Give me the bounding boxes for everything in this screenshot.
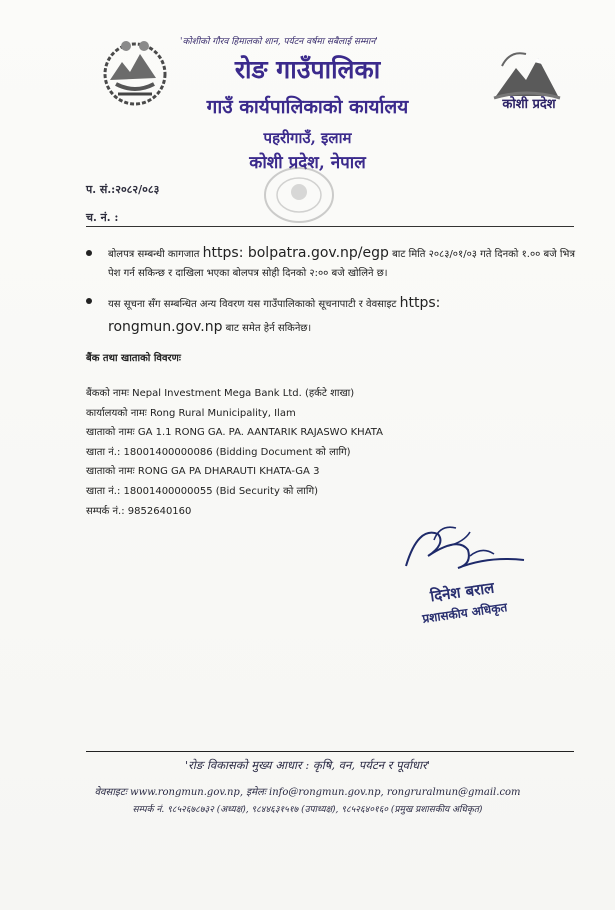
bullet-1-text-pre: बोलपत्र सम्बन्धी कागजात [108, 249, 203, 260]
account-name-line: खाताको नामः RONG GA PA DHARAUTI KHATA-GA 3 [86, 466, 320, 478]
notice-bullet-2 [86, 292, 576, 340]
bullet-dot [86, 298, 92, 304]
account-number-line: खाता नं.: 18001400000055 (Bid Security को लागि) [86, 485, 319, 497]
footer-web-email: वेवसाइटः www.rongmun.gov.np, इमेलः info@rongmun.gov.np, rongruralmun@gmail.com [94, 787, 521, 798]
office-name: रोङ गाउँपालिका [234, 55, 381, 84]
logo-caption: कोशी प्रदेश [502, 97, 556, 112]
header-motto: 'कोशीको गौरव हिमालको शान, पर्यटन वर्षमा सबैलाई सम्मान' [180, 37, 378, 47]
bolpatra-link[interactable]: https: bolpatra.gov.np/egp [202, 245, 389, 261]
office-province: कोशी प्रदेश, नेपाल [249, 153, 366, 173]
footer-slogan: 'रोङ विकासको मुख्य आधार : कृषि, वन, पर्यटन र पूर्वाधार' [185, 758, 430, 772]
account-number-line: खाता नं.: 18001400000086 (Bidding Document को लागि) [86, 446, 351, 458]
bullet-dot [86, 250, 92, 256]
notice-bullet-1 [86, 244, 576, 283]
contact-number-line: सम्पर्क नं.: 9852640160 [86, 505, 192, 517]
account-name-line: खाताको नामः GA 1.1 RONG GA. PA. AANTARIK RAJASWO KHATA [86, 427, 383, 439]
bullet-1-text-post: बाट मिति २०८३/०१/०३ गते दिनको १.०० बजे भित्र पेश गर्न सकिन्छ र दाखिला भएका बोलपत्र सोही दिनको २:०० बजे खोलिने छ। [108, 249, 575, 279]
bank-details-heading: बैंक तथा खाताको विवरणः [86, 353, 181, 364]
website-link[interactable]: rongmun.gov.np [108, 319, 223, 335]
signature-icon [398, 516, 528, 586]
office-name-line: कार्यालयको नामः Rong Rural Municipality, Ilam [86, 407, 296, 419]
bullet-2-text-pre: यस सूचना सँग सम्बन्धित अन्य विवरण यस गाउँपालिकाको सूचनापाटी र वेवसाइट [108, 299, 400, 310]
dispatch-number: च. नं. : [86, 211, 119, 224]
bank-details [86, 384, 383, 521]
reference-number: प. सं.:२०८२/०८३ [86, 183, 160, 196]
website-link-prefix[interactable]: https: [399, 295, 441, 311]
footer-contacts: सम्पर्क नं. ९८५२६७८७३२ (अध्यक्ष), ९८४४६३१५१७ (उपाध्यक्ष), ९८५२६४०१६० (प्रमुख प्रशासकीय अधिकृत) [132, 805, 483, 815]
footer-divider [86, 751, 574, 752]
signatory-title: प्रशासकीय अधिकृत [421, 600, 509, 626]
bullet-2-text-post: बाट समेत हेर्न सकिनेछ। [222, 323, 312, 334]
bank-name-line: बैंकको नामः Nepal Investment Mega Bank Ltd. (हर्कटे शाखा) [86, 388, 355, 399]
office-location: पहरीगाउँ, इलाम [263, 129, 352, 147]
signatory-name: दिनेश बराल [429, 578, 496, 606]
office-subtitle: गाउँ कार्यपालिकाको कार्यालय [206, 96, 409, 118]
office-stamp-icon [262, 164, 336, 226]
header-divider [86, 226, 574, 227]
